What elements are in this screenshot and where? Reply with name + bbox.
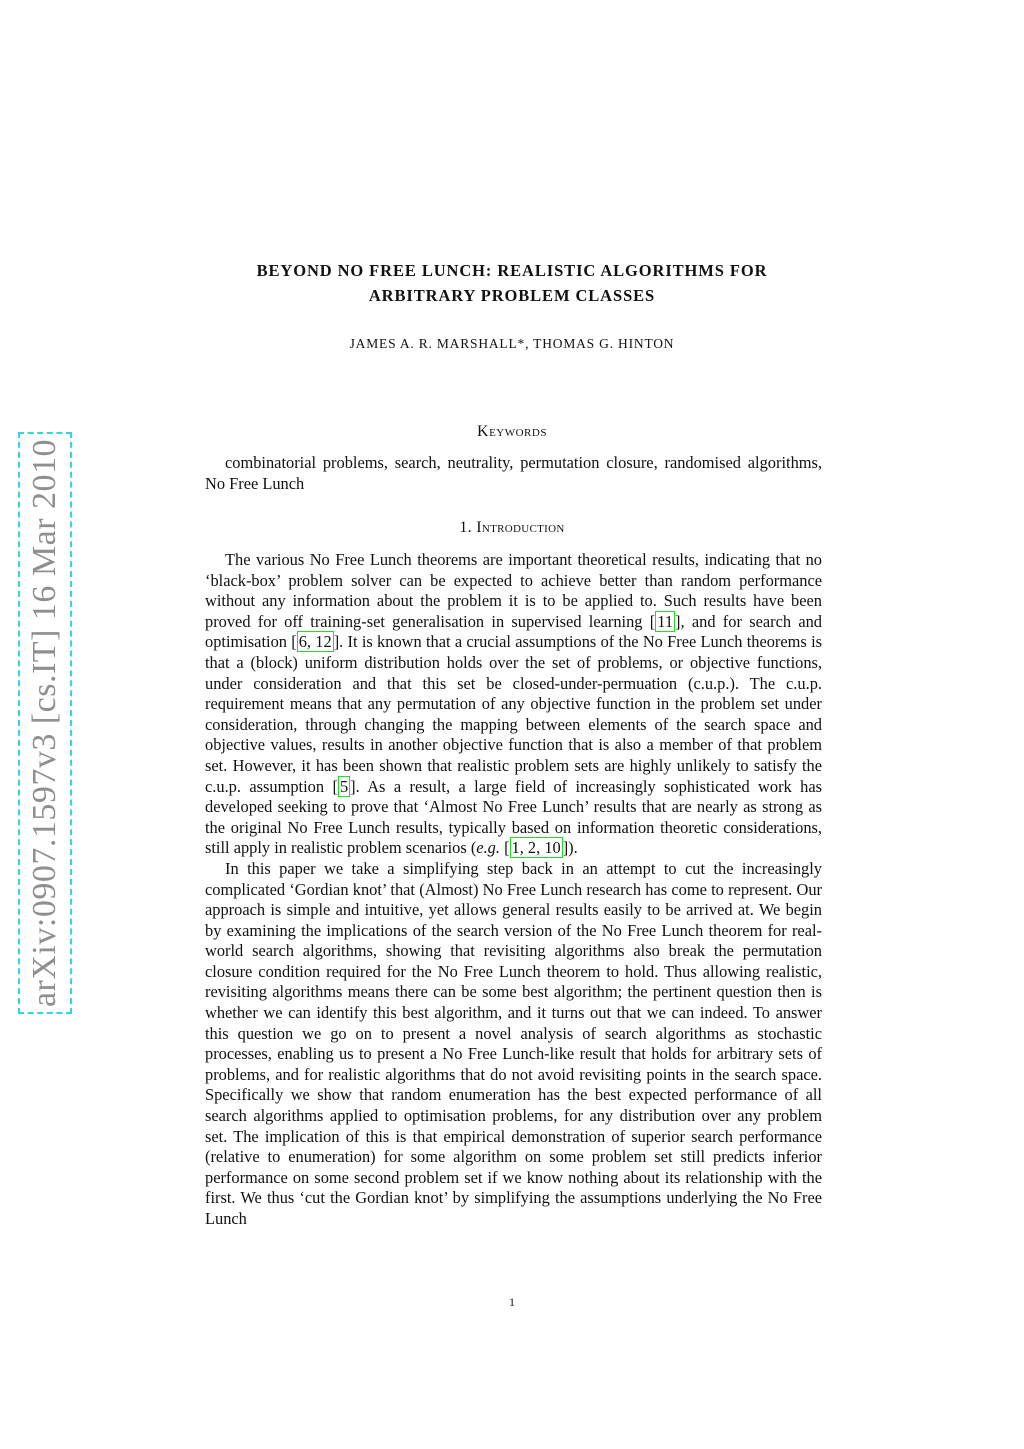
section-number: 1. bbox=[459, 519, 472, 536]
citation-link[interactable]: 5 bbox=[339, 776, 349, 796]
title-line-1: BEYOND NO FREE LUNCH: REALISTIC ALGORITHMS FOR bbox=[256, 261, 768, 280]
intro-paragraph-1: The various No Free Lunch theorems are important theoretical results, indicating that no ‘black-box’ problem solver can be expected to achieve better than random performance without any information about the problem it is to be applied to. Such results have been proved for off training-set generalisation in supervised learning [ 11 ], and for search and optimisation [ 6, 12 ]. It is known that a crucial assumptions of the No Free Lunch theorems is that a (block) uniform distribution holds over the set of problems, or objective functions, under consideration and that this set be closed-under-permuation (c.u.p.). The c.u.p. requirement means that any permutation of any objective function in the problem set under consideration, through changing the mapping between elements of the search space and objective values, results in another objective function that is also a member of that problem set. However, it has been shown that realistic problem sets are highly unlikely to satisfy the c.u.p. assumption [ 5 ]. As a result, a large field of increasingly sophisticated work has developed seeking to prove that ‘Almost No Free Lunch’ results that are nearly as strong as the original No Free Lunch results, typically based on information theoretic considerations, still apply in realistic problem scenarios (e.g. [ 1, 2, 10 ]). bbox=[205, 550, 823, 858]
introduction-body bbox=[205, 550, 822, 1230]
title-line-2: ARBITRARY PROBLEM CLASSES bbox=[368, 286, 656, 305]
eg-abbrev: e.g. bbox=[476, 838, 500, 858]
page-number: 1 bbox=[509, 1295, 515, 1309]
citation-link[interactable]: 6, 12 bbox=[298, 632, 332, 652]
intro-paragraph-2: In this paper we take a simplifying step back in an attempt to cut the increasingly complicated ‘Gordian knot’ that (Almost) No Free Lunch research has come to represent. Our approach is simple and intuitive, yet allows general results easily to be arrived at. We begin by examining the implications of the search version of the No Free Lunch theorem for real-world search algorithms, showing that revisiting algorithms also break the permutation closure condition required for the No Free Lunch theorem to hold. Thus allowing realistic, revisiting algorithms means there can be some best algorithm; the pertinent question then is whether we can identify this best algorithm, and it turns out that we can indeed. To answer this question we go on to present a novel analysis of search algorithms as stochastic processes, enabling us to present a No Free Lunch-like result that holds for arbitrary sets of problems, and for realistic algorithms that do not avoid revisiting points in the search space. Specifically we show that random enumeration has the best expected performance of all search algorithms applied to optimisation problems, for any distribution over any problem set. The implication of this is that empirical demonstration of superior search performance (relative to enumeration) for some algorithm on some problem set still predicts inferior performance on some second problem set if we know nothing about its relationship with the first. We thus ‘cut the Gordian knot’ by simplifying the assumptions underlying the No Free Lunch bbox=[205, 858, 822, 1228]
intro-text-run: , and for search and optimisation bbox=[205, 611, 822, 652]
citation-link[interactable]: 1, 2, 10 bbox=[511, 838, 561, 858]
arxiv-identifier: arXiv:0907.1597v3 [cs.IT] 16 Mar 2010 bbox=[26, 438, 63, 1008]
intro-text-run: . It is known that a crucial assumptions of the No Free Lunch theorems is that a (block) uniform distribution holds over the set of problems, or objective functions, under consideration and that this set be closed-under-permuation (c.u.p.). The c.u.p. requirement means that any permutation of any objective function in the problem set under consideration, through changing the mapping between elements of the search space and objective values, results in another objective function that is also a member of that problem set. However, it has been shown that realistic problem sets are highly unlikely to satisfy the c.u.p. assumption bbox=[205, 632, 823, 796]
citation-link[interactable]: 11 bbox=[657, 611, 674, 631]
intro-text-run: . As a result, a large field of increasingly sophisticated work has developed seeking to prove that ‘Almost No Free Lunch’ results that are nearly as strong as the original No Free Lunch results, typically based on information theoretic considerations, still apply in realistic problem scenarios ( bbox=[205, 776, 822, 858]
keywords-text: combinatorial problems, search, neutrality, permutation closure, randomised algorithms, No Free Lunch bbox=[205, 453, 822, 493]
paper-title bbox=[205, 258, 819, 308]
section-heading bbox=[205, 519, 819, 537]
keywords-block bbox=[205, 453, 822, 494]
arxiv-stamp[interactable] bbox=[18, 432, 72, 1014]
keywords-heading: Keywords bbox=[477, 423, 547, 440]
section-title: Introduction bbox=[476, 519, 565, 536]
author-list: JAMES A. R. MARSHALL*, THOMAS G. HINTON bbox=[349, 336, 675, 351]
intro-text-run: ). bbox=[568, 838, 578, 858]
intro-text-run: The various No Free Lunch theorems are important theoretical results, indicating that no ‘black-box’ problem solver can be expected to achieve better than random performance without any information about the problem it is to be applied to. Such results have been proved for off training-set generalisation in supervised learning bbox=[205, 550, 822, 631]
